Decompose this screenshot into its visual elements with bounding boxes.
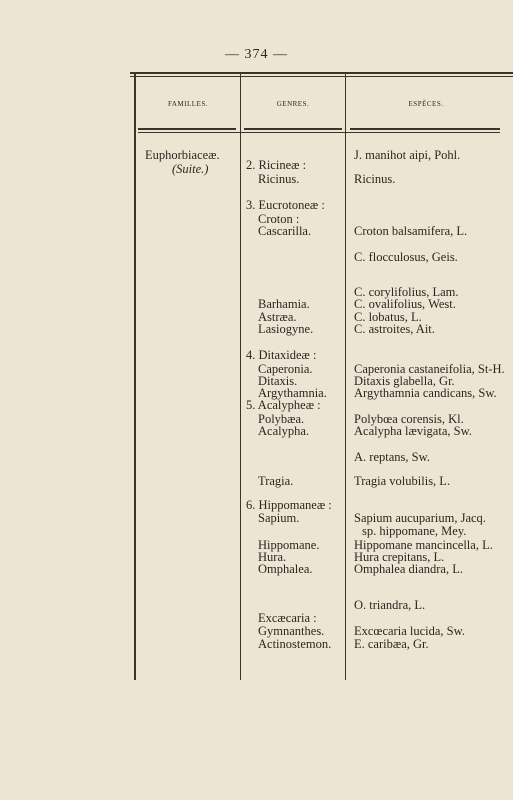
espece-entry: sp. hippomane, Mey. [362, 524, 467, 538]
espece-entry: C. flocculosus, Geis. [354, 250, 458, 264]
espece-entry: Excœcaria lucida, Sw. [354, 624, 465, 638]
espece-entry: Ditaxis glabella, Gr. [354, 374, 455, 388]
genre-entry: Hippomane. [258, 538, 320, 552]
column-divider-1 [240, 74, 241, 680]
espece-entry: C. corylifolius, Lam. [354, 285, 459, 299]
espece-entry: Polybœa corensis, Kl. [354, 412, 464, 426]
espece-entry: Sapium aucuparium, Jacq. [354, 511, 486, 525]
genre-entry: Ricinus. [258, 172, 300, 186]
genre-entry: 5. Acalypheæ : [246, 398, 321, 412]
genre-entry: Astræa. [258, 310, 297, 324]
espece-entry: Caperonia castaneifolia, St-H. [354, 362, 505, 376]
espece-entry: Acalypha lævigata, Sw. [354, 424, 472, 438]
genre-entry: Cascarilla. [258, 224, 312, 238]
genre-entry: Barhamia. [258, 297, 310, 311]
espece-entry: Croton balsamifera, L. [354, 224, 468, 238]
table-top-rule-2 [130, 76, 513, 77]
genre-entry: Omphalea. [258, 562, 313, 576]
genre-entry: 6. Hippomaneæ : [246, 498, 332, 512]
espece-entry: C. astroites, Ait. [354, 322, 435, 336]
genre-entry: Ditaxis. [258, 374, 298, 388]
espece-entry: J. manihot aipi, Pohl. [354, 148, 461, 162]
espece-entry: Tragia volubilis, L. [354, 474, 451, 488]
header-genres: GENRES. [276, 100, 310, 108]
genre-entry: 3. Eucrotoneæ : [246, 198, 325, 212]
header-bottom-rule-2 [244, 128, 342, 130]
genre-entry: Caperonia. [258, 362, 313, 376]
genre-entry: Croton : [258, 212, 300, 226]
genre-entry: 2. Ricineæ : [246, 158, 307, 172]
famille-entry: Euphorbiaceæ. [145, 148, 220, 162]
genre-entry: Lasiogyne. [258, 322, 314, 336]
page-number: — 374 — [225, 47, 288, 62]
espece-entry: Hura crepitans, L. [354, 550, 445, 564]
espece-entry: C. ovalifolius, West. [354, 297, 456, 311]
header-familles: FAMILLES. [168, 100, 208, 108]
header-bottom-rule-3 [350, 128, 500, 130]
espece-entry: Hippomane mancincella, L. [354, 538, 493, 552]
column-divider-2 [345, 74, 346, 680]
espece-entry: Ricinus. [354, 172, 396, 186]
genre-entry: Polybæa. [258, 412, 305, 426]
genre-entry: Acalypha. [258, 424, 310, 438]
header-bottom-rule [138, 128, 236, 130]
genre-entry: 4. Ditaxideæ : [246, 348, 317, 362]
famille-entry: (Suite.) [172, 162, 209, 176]
genre-entry: Excæcaria : [258, 611, 317, 625]
genre-entry: Argythamnia. [258, 386, 327, 400]
table-top-rule [130, 72, 513, 74]
genre-entry: Hura. [258, 550, 287, 564]
espece-entry: Omphalea diandra, L. [354, 562, 463, 576]
header-especes: ESPÈCES. [408, 100, 444, 108]
espece-entry: C. lobatus, L. [354, 310, 422, 324]
header-thin-rule [138, 132, 500, 133]
genre-entry: Gymnanthes. [258, 624, 325, 638]
espece-entry: A. reptans, Sw. [354, 450, 430, 464]
espece-entry: E. caribæa, Gr. [354, 637, 429, 651]
espece-entry: O. triandra, L. [354, 598, 426, 612]
genre-entry: Tragia. [258, 474, 294, 488]
genre-entry: Actinostemon. [258, 637, 332, 651]
genre-entry: Sapium. [258, 511, 300, 525]
espece-entry: Argythamnia candicans, Sw. [354, 386, 497, 400]
table-left-rule [134, 72, 136, 680]
